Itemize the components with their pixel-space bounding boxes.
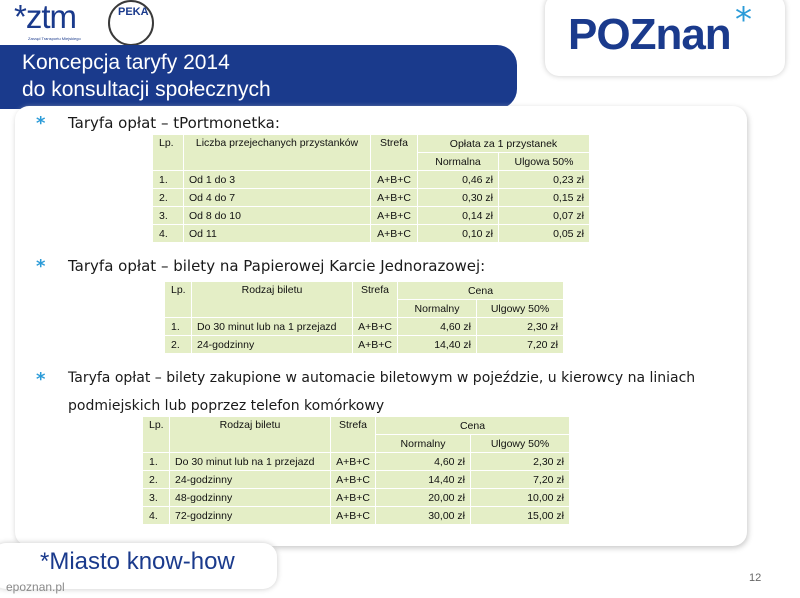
table-cell: A+B+C: [353, 336, 397, 353]
table-cell: 24-godzinny: [192, 336, 352, 353]
column-header: Normalna: [418, 153, 498, 170]
page-number: 12: [749, 572, 762, 584]
column-header: Lp.: [143, 417, 169, 452]
table-cell: Od 8 do 10: [184, 207, 370, 224]
table-cell: A+B+C: [331, 453, 375, 470]
footer-slogan: *Miasto know-how: [40, 548, 235, 575]
table-cell: 7,20 zł: [471, 471, 569, 488]
table-cell: 0,30 zł: [418, 189, 498, 206]
table-cell: A+B+C: [371, 189, 417, 206]
section-1-heading: Taryfa opłat – tPortmonetka:: [68, 114, 280, 132]
section-2-heading: Taryfa opłat – bilety na Papierowej Karcie Jednorazowej:: [68, 257, 486, 275]
column-header: Strefa: [353, 282, 397, 317]
column-header: Rodzaj biletu: [192, 282, 352, 317]
table-row: [153, 225, 589, 242]
table-cell: 48-godzinny: [170, 489, 330, 506]
table-cell: Od 1 do 3: [184, 171, 370, 188]
table-row: [153, 207, 589, 224]
table-cell: 15,00 zł: [471, 507, 569, 524]
table-cell: 3.: [153, 207, 183, 224]
table-cell: A+B+C: [371, 225, 417, 242]
table-header-row: [143, 417, 569, 434]
table-row: [153, 189, 589, 206]
column-header: Normalny: [398, 300, 476, 317]
table-cell: Do 30 minut lub na 1 przejazd: [192, 318, 352, 335]
bullet-star-icon: *: [36, 113, 46, 134]
column-header: Ulgowy 50%: [477, 300, 563, 317]
column-header: Ulgowa 50%: [499, 153, 589, 170]
table-row: [143, 453, 569, 470]
table-row: [143, 507, 569, 524]
table-cell: 14,40 zł: [398, 336, 476, 353]
table-cell: 4.: [153, 225, 183, 242]
table-cell: Od 4 do 7: [184, 189, 370, 206]
table-cell: 0,46 zł: [418, 171, 498, 188]
paper-ticket-table: [164, 281, 564, 354]
slide-title-line-1: Koncepcja taryfy 2014: [22, 51, 230, 74]
table-cell: 10,00 zł: [471, 489, 569, 506]
table-cell: 0,07 zł: [499, 207, 589, 224]
table-row: [153, 171, 589, 188]
ztm-logo: [6, 2, 98, 42]
table-cell: 24-godzinny: [170, 471, 330, 488]
column-header: Normalny: [376, 435, 470, 452]
table-cell: Do 30 minut lub na 1 przejazd: [170, 453, 330, 470]
table-cell: 2,30 zł: [477, 318, 563, 335]
table-cell: A+B+C: [331, 489, 375, 506]
table-cell: 30,00 zł: [376, 507, 470, 524]
tportmonetka-table: [152, 134, 590, 243]
bullet-star-icon: *: [36, 369, 46, 390]
ztm-logo-subtitle: Zarząd Transportu Miejskiego: [28, 36, 81, 41]
table-cell: 4,60 zł: [398, 318, 476, 335]
table-cell: 0,10 zł: [418, 225, 498, 242]
table-cell: 14,40 zł: [376, 471, 470, 488]
column-header: Cena: [376, 417, 569, 434]
table-cell: 1.: [165, 318, 191, 335]
table-row: [143, 471, 569, 488]
table-cell: 0,23 zł: [499, 171, 589, 188]
table-cell: A+B+C: [353, 318, 397, 335]
poznan-star-icon: *: [735, 0, 752, 40]
column-header: Cena: [398, 282, 563, 299]
table-cell: 20,00 zł: [376, 489, 470, 506]
table-cell: 7,20 zł: [477, 336, 563, 353]
table-cell: 1.: [153, 171, 183, 188]
table-row: [165, 336, 563, 353]
table-cell: A+B+C: [331, 471, 375, 488]
column-header: Strefa: [371, 135, 417, 170]
peka-logo-text: PEKA: [118, 6, 149, 18]
peka-logo: [108, 0, 154, 46]
column-header: Liczba przejechanych przystanków: [184, 135, 370, 170]
table-cell: 0,15 zł: [499, 189, 589, 206]
column-header: Opłata za 1 przystanek: [418, 135, 589, 152]
column-header: Lp.: [153, 135, 183, 170]
column-header: Rodzaj biletu: [170, 417, 330, 452]
bullet-star-icon: *: [36, 256, 46, 277]
table-cell: 0,14 zł: [418, 207, 498, 224]
table-cell: 2.: [153, 189, 183, 206]
table-cell: 2,30 zł: [471, 453, 569, 470]
table-cell: 0,05 zł: [499, 225, 589, 242]
table-cell: 4.: [143, 507, 169, 524]
table-cell: 1.: [143, 453, 169, 470]
table-cell: 2.: [143, 471, 169, 488]
table-cell: 3.: [143, 489, 169, 506]
section-3-heading-line-2: podmiejskich lub poprzez telefon komórkowy: [68, 398, 385, 414]
column-header: Lp.: [165, 282, 191, 317]
table-cell: A+B+C: [371, 207, 417, 224]
table-row: [165, 318, 563, 335]
table-cell: 2.: [165, 336, 191, 353]
section-3-heading-line-1: Taryfa opłat – bilety zakupione w automacie biletowym w pojeździe, u kierowcy na liniach: [68, 370, 696, 386]
ztm-logo-text: *ztm: [14, 0, 76, 35]
column-header: Ulgowy 50%: [471, 435, 569, 452]
vehicle-ticket-table: [142, 416, 570, 525]
table-row: [143, 489, 569, 506]
column-header: Strefa: [331, 417, 375, 452]
watermark: epoznan.pl: [6, 580, 65, 594]
slide-title-line-2: do konsultacji społecznych: [22, 78, 271, 101]
table-cell: Od 11: [184, 225, 370, 242]
table-cell: A+B+C: [331, 507, 375, 524]
table-header-row: [153, 135, 589, 152]
table-cell: 4,60 zł: [376, 453, 470, 470]
poznan-logo: POZnan: [568, 10, 731, 59]
table-cell: 72-godzinny: [170, 507, 330, 524]
table-header-row: [165, 282, 563, 299]
table-cell: A+B+C: [371, 171, 417, 188]
